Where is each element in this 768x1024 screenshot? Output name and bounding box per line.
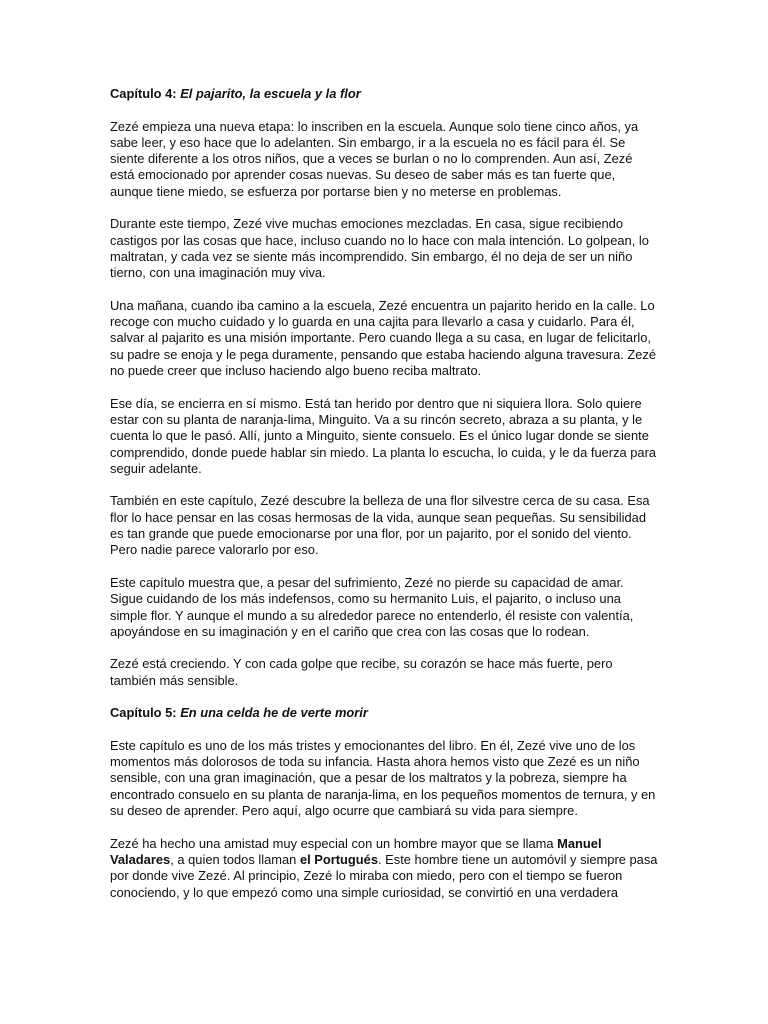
chapter-4-paragraph-6: Este capítulo muestra que, a pesar del sufrimiento, Zezé no pierde su capacidad de amar. Sigue cuidando de los más indefensos, como su hermanito Luis, el pajarito, o incluso una simple flor. Y aunque el mundo a su alrededor parece no entenderlo, él resiste con valentía, apoyándose en su imaginación y en el cariño que crea con las cosas que lo rodean. [110,574,634,639]
chapter-4-paragraph-7: Zezé está creciendo. Y con cada golpe que recibe, su corazón se hace más fuerte, pero también más sensible. [110,656,613,688]
chapter-4-paragraph-1: Zezé empieza una nueva etapa: lo inscriben en la escuela. Aunque solo tiene cinco años, ya sabe leer, y eso hace que lo adelanten. Sin embargo, ir a la escuela no es fácil para él. Se siente diferente a los otros niños, que a veces se burlan o no lo comprenden. Aun así, Zezé está emocionado por aprender cosas nuevas. Su deseo de saber más es tan fuerte que, aunque tiene miedo, se esfuerza por portarse bien y no meterse en problemas. [110,118,639,199]
chapter-5-heading [110,705,658,721]
character-nickname-el-portugues: el Portugués [299,851,379,867]
chapter-5-paragraph-2-part-2: , a quien todos llaman [170,851,300,867]
chapter-5-paragraph-1: Este capítulo es uno de los más tristes y emocionantes del libro. En él, Zezé vive uno de los momentos más dolorosos de toda su infancia. Hasta ahora hemos visto que Zezé es un niño sensible, con una gran imaginación, que a pesar de los maltratos y la pobreza, siempre ha encontrado consuelo en su planta de naranja-lima, en los pequeños momentos de ternura, y en su deseo de aprender. Pero aquí, algo ocurre que cambiará su vida para siempre. [110,737,656,819]
chapter-4-paragraph-3: Una mañana, cuando iba camino a la escuela, Zezé encuentra un pajarito herido en la calle. Lo recoge con mucho cuidado y lo guarda en una cajita para llevarlo a casa y cuidarlo. Para él, salvar al pajarito es una misión importante. Pero cuando llega a su casa, en lugar de felicitarlo, su padre se enoja y le pega duramente, pensando que estaba haciendo alguna travesura. Zezé no puede creer que incluso haciendo algo bueno reciba maltrato. [110,297,657,379]
document-page [110,86,658,917]
chapter-4-paragraph-2: Durante este tiempo, Zezé vive muchas emociones mezcladas. En casa, sigue recibiendo castigos por las cosas que hace, incluso cuando no lo hace con mala intención. Lo golpean, lo maltratan, y cada vez se siente más incomprendido. Sin embargo, él no deja de ser un niño tierno, con una imaginación muy viva. [110,216,649,281]
character-name-manuel-valadares: Manuel Valadares [110,835,602,867]
chapter-4-paragraph-4: Ese día, se encierra en sí mismo. Está tan herido por dentro que ni siquiera llora. Solo quiere estar con su planta de naranja-lima, Minguito. Va a su rincón secreto, abraza a su planta, y le cuenta lo que le pasó. Allí, junto a Minguito, siente consuelo. Es el único lugar donde se siente comprendido, donde puede hablar sin miedo. La planta lo escucha, lo cuida, y le da fuerza para seguir adelante. [110,395,657,476]
chapter-4-title: El pajarito, la escuela y la flor [180,86,361,101]
chapter-4-heading [110,86,658,102]
chapter-4-label: Capítulo 4: [110,86,177,101]
chapter-5-paragraph-2-part-3: . Este hombre tiene un automóvil y siempre pasa por donde vive Zezé. Al principio, Zezé lo miraba con miedo, pero con el tiempo se fueron conociendo, y lo que empezó como una simple curiosidad, se convirtió en una verdadera [110,851,658,900]
chapter-5-paragraph-2-part-1: Zezé ha hecho una amistad muy especial con un hombre mayor que se llama [110,835,558,851]
chapter-5-paragraph-2 [110,836,658,901]
chapter-5-label: Capítulo 5: [110,705,177,721]
chapter-4-paragraph-5: También en este capítulo, Zezé descubre la belleza de una flor silvestre cerca de su casa. Esa flor lo hace pensar en las cosas hermosas de la vida, aunque sean pequeñas. Su sensibilidad es tan grande que puede emocionarse por una flor, por un pajarito, por el sonido del viento. Pero nadie parece valorarlo por eso. [110,493,650,558]
chapter-5-title: En una celda he de verte morir [180,705,368,721]
